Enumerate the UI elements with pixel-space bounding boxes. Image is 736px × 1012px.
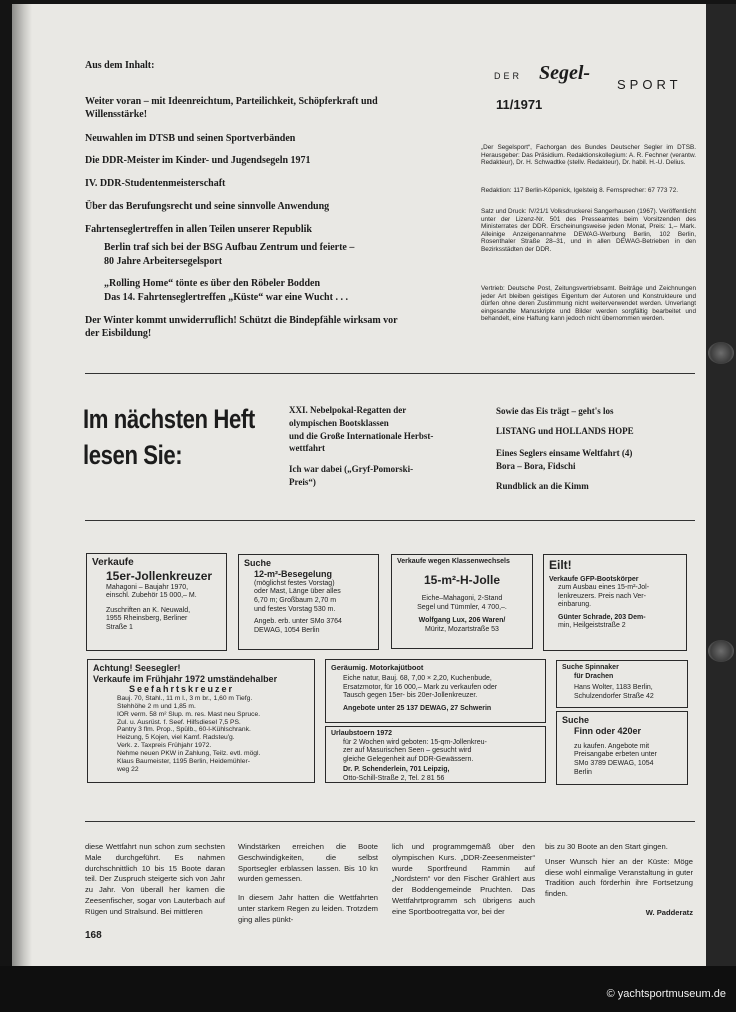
- preview-item: Ich war dabei („Gryf-Pomorski-: [289, 464, 414, 475]
- divider: [85, 373, 695, 374]
- ad-line: oder Mast, Länge über alles: [254, 588, 341, 596]
- logo-sport: SPORT: [617, 77, 682, 92]
- preview-item: und die Große Internationale Herbst-: [289, 430, 434, 441]
- ad-subtitle: Verkaufe GFP-Bootskörper: [549, 575, 639, 583]
- logo-segel: Segel-: [539, 62, 591, 84]
- ad-title: Eilt!: [549, 558, 572, 572]
- ad-line: einschl. Zubehör 15 000,– M.: [106, 592, 197, 600]
- ad-line: Angeb. erb. unter SMo 3764: [254, 618, 342, 626]
- ad-15m-h-jolle: [391, 554, 533, 649]
- ad-line: Zul. u. Ausrüst. f. Seef. Hilfsdiesel 7,5 PS.: [117, 718, 241, 726]
- ad-line: Müritz, Mozartstraße 53: [425, 625, 499, 633]
- toc-item: „Rolling Home“ tönte es über den Röbeler Bodden: [104, 278, 321, 289]
- preview-col1: [289, 404, 489, 489]
- ad-spinnaker: [556, 660, 688, 708]
- magazine-page: [12, 4, 718, 966]
- ad-line: Tausch gegen 15er- bis 20er-Jollenkreuzer.: [343, 692, 478, 700]
- preview-item: Rundblick an die Kimm: [496, 481, 589, 491]
- ad-line: Berlin: [574, 768, 592, 776]
- preview-item: Bora – Bora, Fidschi: [496, 461, 576, 471]
- article-column-3: lich und programmgemäß über den olympischen Kurs. „DDR-Zeesenmeister“ wurde Sportfreund Rammin auf „Nordstern“ vor den Fischer Grählert aus der Boddengemeinde Pruchten. Das Wettfahrtprogramm sch übrigens auch eine Sportbootregatta vor, bei der: [392, 842, 535, 916]
- preview-item: olympischen Bootsklassen: [289, 417, 389, 428]
- ad-line: Dr. P. Schenderlein, 701 Leipzig,: [343, 766, 450, 774]
- ad-label: Suche: [562, 715, 590, 725]
- ad-line: und festes Vorstag 530 m.: [254, 605, 336, 613]
- ad-title: Finn oder 420er: [574, 725, 642, 736]
- preview-item: LISTANG und HOLLANDS HOPE: [496, 426, 634, 436]
- toc-item: IV. DDR-Studentenmeisterschaft: [85, 178, 226, 189]
- ad-line: Segel und Tümmler, 4 700,–.: [417, 603, 507, 611]
- ad-eilt-gfp: [543, 554, 687, 651]
- ad-line: einbarung.: [558, 601, 592, 609]
- watermark: © yachtsportmuseum.de: [606, 988, 726, 1000]
- ad-label: Suche: [244, 558, 272, 568]
- ad-seefahrtskreuzer: [87, 659, 315, 783]
- ad-line: Preisangabe erbeten unter: [574, 751, 657, 759]
- ad-15er-jollenkreuzer: [86, 553, 227, 651]
- ad-line: DEWAG, 1054 Berlin: [254, 626, 320, 634]
- ad-line: Wolfgang Lux, 206 Waren/: [418, 617, 506, 625]
- ad-motorkajuetboot: [325, 659, 546, 723]
- ad-title: Urlaubstoern 1972: [331, 730, 393, 737]
- ad-line: Straße 1: [106, 623, 133, 631]
- ad-title: Seefahrtskreuzer: [129, 684, 235, 695]
- page-edge-shadow: [706, 4, 736, 966]
- ad-line: Heizung, 5 Kojen, viel Kamf. Radsteu'g.: [117, 734, 235, 742]
- preview-item: Eines Seglers einsame Weltfahrt (4): [496, 448, 633, 458]
- ad-title: Geräumig. Motorkajütboot: [331, 663, 424, 672]
- imprint-paragraph: Satz und Druck: IV/21/1 Volksdruckerei Sangerhausen (1967). Veröffentlicht unter der Lizenz-Nr. 501 des Presseamtes beim Vorsitzenden des Ministerrates der DDR. Erscheinungsweise jeden Monat, Preis: 1,– Mark. Alleinige Anzeigenannahme DEWAG-Werbung Berlin, 102 Berlin, Rosenthaler Straße 28–31, und in allen DEWAG-Betrieben in den Bezirksstädten der DDR.: [481, 208, 696, 253]
- ad-line: gleiche Gelegenheit auf DDR-Gewässern.: [343, 755, 474, 763]
- ad-line: Hans Wolter, 1183 Berlin,: [574, 684, 653, 692]
- preview-item: Sowie das Eis trägt – geht's los: [496, 406, 614, 416]
- ad-line: für 2 Wochen wird geboten: 15-qm-Jollenkreu-: [343, 738, 487, 746]
- ad-line: Bauj. 70, Stahl., 11 m l., 3 m br., 1,60 m Tiefg.: [117, 694, 253, 702]
- ad-line: SMo 3789 DEWAG, 1054: [574, 760, 654, 767]
- toc-item: Das 14. Fahrtenseglertreffen „Küste“ war eine Wucht . . .: [104, 292, 348, 303]
- ad-line: 6,70 m; Großbaum 2,70 m: [254, 597, 337, 604]
- toc-item: Willensstärke!: [85, 109, 148, 120]
- toc-item: Berlin traf sich bei der BSG Aufbau Zentrum und feierte –: [104, 242, 355, 253]
- ad-line: 1955 Rheinsberg, Berliner: [106, 615, 188, 623]
- ad-urlaubstoern: [325, 726, 546, 783]
- page-gutter: [12, 4, 32, 966]
- ad-title: 15er-Jollenkreuzer: [106, 569, 213, 584]
- contents-label: Aus dem Inhalt:: [85, 60, 155, 71]
- ad-title: 15-m²-H-Jolle: [423, 572, 500, 587]
- magazine-logo: [494, 62, 704, 96]
- ad-title: 12-m²-Besegelung: [254, 568, 333, 579]
- ad-line: Mahagoni – Baujahr 1970,: [106, 583, 189, 591]
- ad-line: Zuschriften an K. Neuwald,: [106, 606, 191, 614]
- page-number: 168: [85, 930, 102, 941]
- toc-item: Weiter voran – mit Ideenreichtum, Parteilichkeit, Schöpferkraft und: [85, 96, 378, 107]
- ad-label: Verkaufe wegen Klassenwechsels: [397, 558, 510, 565]
- toc-item: Neuwahlen im DTSB und seinen Sportverbänden: [85, 133, 296, 144]
- ad-label: Verkaufe: [92, 557, 134, 568]
- preview-heading-line1: Im nächsten Heft: [83, 404, 255, 434]
- ad-line: Verk. z. Taxpreis Frühjahr 1972.: [117, 742, 212, 750]
- article-author: W. Padderatz: [645, 907, 693, 917]
- ad-label: Achtung! Seesegler!: [93, 663, 181, 673]
- toc-item: der Eisbildung!: [85, 328, 152, 339]
- ad-line: weg 22: [117, 765, 139, 773]
- preview-item: wettfahrt: [289, 443, 325, 454]
- issue-number: 11/1971: [496, 97, 543, 112]
- footer-bar: [0, 966, 736, 1012]
- article-paragraph: Unser Wunsch hier an der Küste: Möge diese wohl einmalige Veranstaltung in guter Tradition auch förderhin ihre Fortsetzung finden.: [545, 856, 693, 899]
- article-paragraph: In diesem Jahr hatten die Wettfahrten unter starkem Regen zu leiden. Trotzdem ging alles pünkt-: [238, 893, 378, 924]
- divider: [85, 520, 695, 521]
- ad-title: Suche Spinnaker: [562, 664, 619, 671]
- toc-item: Die DDR-Meister im Kinder- und Jugendsegeln 1971: [85, 155, 311, 166]
- ad-line: Ersatzmotor, für 16 000,– Mark zu verkaufen oder: [343, 683, 498, 691]
- article-column-2: [238, 842, 378, 925]
- divider: [85, 821, 695, 822]
- ad-12m-besegelung: [238, 554, 379, 650]
- ad-line: Nehme neuen PKW in Zahlung, Teilz. evtl. mögl.: [117, 750, 261, 758]
- ad-line: zum Ausbau eines 15-m²-Jol-: [558, 584, 650, 592]
- ad-line: Günter Schrade, 203 Dem-: [558, 613, 646, 621]
- preview-item: XXI. Nebelpokal-Regatten der: [289, 405, 407, 415]
- ad-line: Klaus Baumeister, 1195 Berlin, Heidemühler-: [117, 758, 250, 766]
- ad-line: zu kaufen. Angebote mit: [574, 742, 650, 750]
- ad-line: lenkreuzers. Preis nach Ver-: [558, 592, 646, 600]
- imprint-paragraph: „Der Segelsport“, Fachorgan des Bundes Deutscher Segler im DTSB. Herausgeber: Das Präsidium. Redaktionskollegium: A. R. Fechner (verantw. Redakteur), Dr. H. Schwadtke (stellv. Redakteur), Dr. habil. H.-U. Delius.: [481, 144, 696, 167]
- article-paragraph: Windstärken erreichen die Boote Geschwindigkeiten, die selbst Sportsegler erblassen lassen. Bis 10 kn wurden gemessen.: [238, 842, 378, 884]
- ad-title: für Drachen: [574, 672, 614, 680]
- toc-item: 80 Jahre Arbeitersegelsport: [104, 256, 223, 267]
- logo-der: DER: [494, 71, 523, 81]
- toc-item: Fahrtenseglertreffen in allen Teilen unserer Republik: [85, 224, 312, 235]
- ad-line: Schulzendorfer Straße 42: [574, 692, 654, 700]
- ad-line: Eiche–Mahagoni, 2-Stand: [421, 595, 503, 603]
- ad-line: min, Heilgeiststraße 2: [558, 622, 626, 630]
- ad-finn-420er: [556, 711, 688, 785]
- imprint-paragraph: Vertrieb: Deutsche Post, Zeitungsvertriebsamt. Beiträge und Zeichnungen jeder Art bleiben geistiges Eigentum der Autoren und Konstrukteure und dürfen ohne deren Zustimmung nicht weiterverwendet werden. Unverlangt eingesandte Manuskripte und Bilder werden sorgfältig bearbeitet und behandelt, eine Haftung kann jedoch nicht übernommen werden.: [481, 285, 696, 323]
- ad-line: Eiche natur, Bauj. 68, 7,00 × 2,20, Kuchenbude,: [343, 675, 492, 683]
- ad-line: zer auf Masurischen Seen – gesucht wird: [343, 747, 472, 755]
- ad-line: Otto-Schill-Straße 2, Tel. 2 81 56: [343, 774, 445, 782]
- ad-line: Stehhöhe 2 m und 1,85 m.: [117, 702, 196, 710]
- binder-hole: [708, 342, 734, 364]
- binder-hole: [708, 640, 734, 662]
- ad-line: Angebote unter 25 137 DEWAG, 27 Schwerin: [343, 704, 492, 712]
- article-paragraph: bis zu 30 Boote an den Start gingen.: [545, 842, 668, 851]
- preview-heading-line2: lesen Sie:: [83, 440, 183, 470]
- ad-title: Verkaufe im Frühjahr 1972 umständehalber: [93, 673, 278, 684]
- ad-line: (möglichst festes Vorstag): [254, 579, 335, 587]
- preview-item: Preis“): [289, 476, 316, 487]
- article-column-1: diese Wettfahrt nun schon zum sechsten Male durchgeführt. Es nahmen durchschnittlich 10 bis 15 Boote daran teil. Der Zuspruch steigerte sich von Jahr zu Jahr. Von überall her kamen die Zeesenfischer, sogar von Lauterbach auf Rügen und Stralsund. Bei mittleren: [85, 842, 225, 916]
- article-column-4: [545, 842, 693, 919]
- toc-item: Über das Berufungsrecht und seine sinnvolle Anwendung: [85, 201, 330, 212]
- ad-line: IOR verm. 58 m² Slup. m. res. Mast neu Spruce.: [117, 710, 261, 718]
- ad-line: Pantry 3 flm. Prop., Spülb., 60-l-Kühlschrank.: [117, 726, 251, 734]
- imprint-paragraph: Redaktion: 117 Berlin-Köpenick, Igelsteig 8. Fernsprecher: 67 773 72.: [481, 187, 679, 194]
- toc-item: Der Winter kommt unwiderruflich! Schützt die Bindepfähle wirksam vor: [85, 315, 398, 326]
